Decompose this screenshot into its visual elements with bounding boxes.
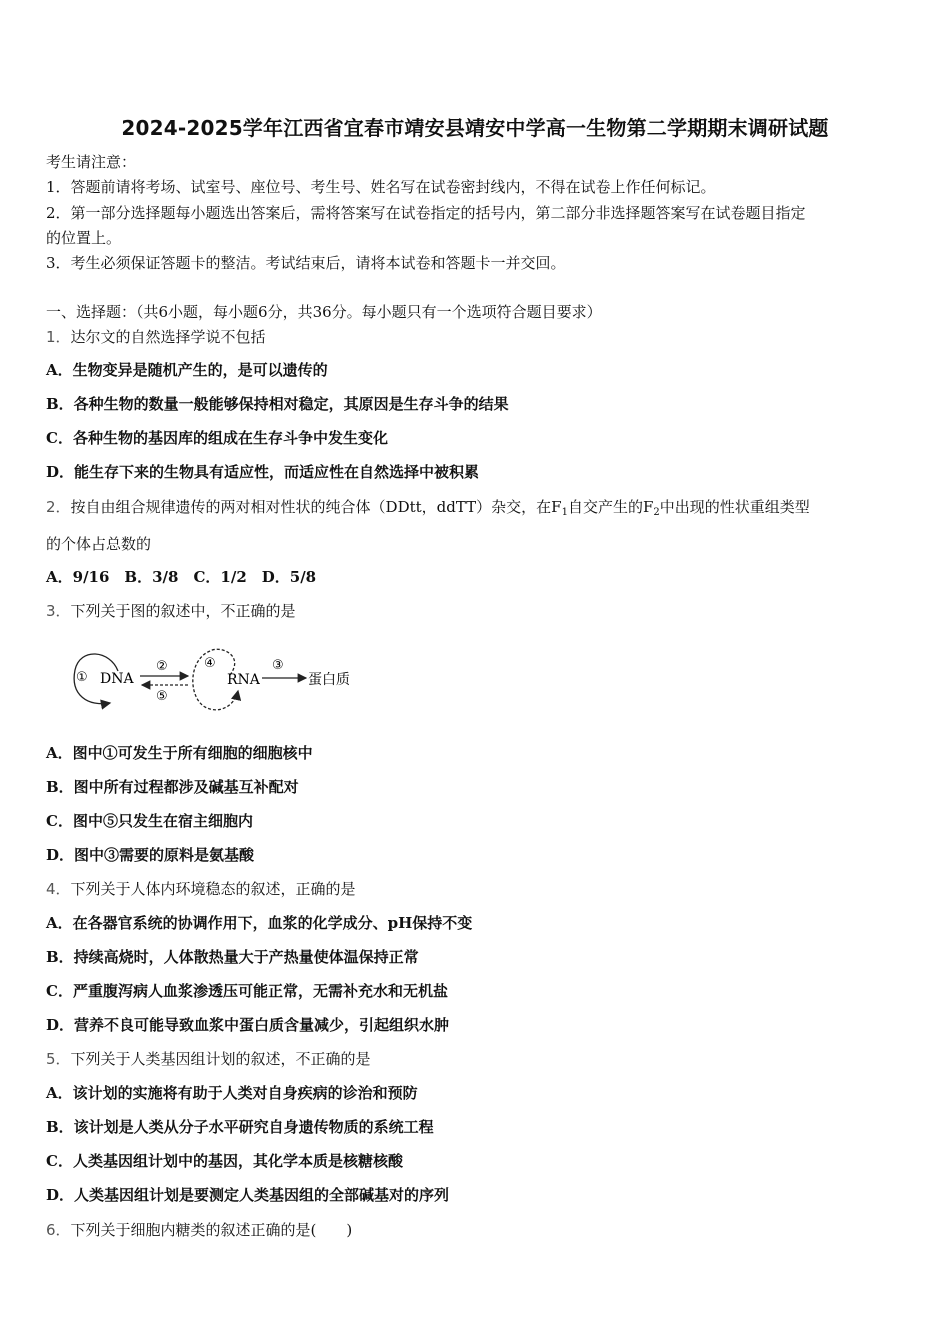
question-1 — [46, 327, 906, 347]
q1-option-b: B．各种生物的数量一般能够保持相对稳定，其原因是生存斗争的结果 — [46, 395, 509, 413]
notice-item-2-cont: 的位置上。 — [46, 229, 122, 247]
question-2-cont: 的个体占总数的 — [46, 535, 152, 553]
rna-label: RNA — [227, 672, 260, 688]
question-number: 6． — [46, 1221, 71, 1239]
q2-options: A．9/16 B．3/8 C．1/2 D．5/8 — [46, 568, 317, 586]
question-stem-part: 自交产生的F — [567, 498, 654, 516]
page-title: 2024-2025学年江西省宜春市靖安县靖安中学高一生物第二学期期末调研试题 — [121, 116, 829, 140]
label-circle-2: ② — [156, 659, 168, 674]
question-stem: 下列关于细胞内糖类的叙述正确的是( ) — [70, 1221, 353, 1239]
q4-option-a: A．在各器官系统的协调作用下，血浆的化学成分、pH保持不变 — [46, 914, 473, 932]
question-5 — [46, 1049, 906, 1069]
q3-option-a: A．图中①可发生于所有细胞的细胞核中 — [46, 744, 313, 762]
label-circle-5: ⑤ — [156, 689, 168, 704]
q1-option-d: D．能生存下来的生物具有适应性，而适应性在自然选择中被积累 — [46, 463, 480, 481]
notice-item-1: 1．答题前请将考场、试室号、座位号、考生号、姓名写在试卷密封线内，不得在试卷上作任何标记。 — [46, 178, 716, 196]
q4-option-c: C．严重腹泻病人血浆渗透压可能正常，无需补充水和无机盐 — [46, 982, 448, 1000]
q3-option-c: C．图中⑤只发生在宿主细胞内 — [46, 812, 253, 830]
q5-option-b: B．该计划是人类从分子水平研究自身遗传物质的系统工程 — [46, 1118, 434, 1136]
question-6 — [46, 1220, 906, 1240]
subscript: 2 — [653, 507, 660, 518]
question-number: 4． — [46, 880, 71, 898]
q4-option-b: B．持续高烧时，人体散热量大于产热量使体温保持正常 — [46, 948, 419, 966]
label-circle-3: ③ — [272, 658, 284, 673]
label-circle-1: ① — [76, 670, 88, 685]
question-4 — [46, 879, 906, 899]
protein-label: 蛋白质 — [308, 672, 350, 688]
section-heading: 一、选择题：（共6小题，每小题6分，共36分。每小题只有一个选项符合题目要求） — [46, 303, 602, 321]
q5-option-a: A．该计划的实施将有助于人类对自身疾病的诊治和预防 — [46, 1084, 418, 1102]
notice-item-3: 3．考生必须保证答题卡的整洁。考试结束后，请将本试卷和答题卡一并交回。 — [46, 254, 566, 272]
question-stem: 达尔文的自然选择学说不包括 — [70, 328, 266, 346]
q5-option-d: D．人类基因组计划是要测定人类基因组的全部碱基对的序列 — [46, 1186, 450, 1204]
question-number: 2． — [46, 498, 71, 516]
question-2 — [46, 497, 906, 523]
q5-option-c: C．人类基因组计划中的基因，其化学本质是核糖核酸 — [46, 1152, 403, 1170]
central-dogma-diagram — [70, 645, 370, 717]
label-circle-4: ④ — [204, 656, 216, 671]
question-3 — [46, 601, 906, 621]
notice-item-2: 2．第一部分选择题每小题选出答案后，需将答案写在试卷指定的括号内，第二部分非选择题答案写在试卷题目指定 — [46, 204, 806, 222]
dna-label: DNA — [100, 671, 134, 687]
question-number: 1． — [46, 328, 71, 346]
q4-option-d: D．营养不良可能导致血浆中蛋白质含量减少，引起组织水肿 — [46, 1016, 450, 1034]
question-stem: 下列关于人类基因组计划的叙述，不正确的是 — [70, 1050, 371, 1068]
question-stem: 下列关于图的叙述中，不正确的是 — [70, 602, 296, 620]
question-stem-part: 按自由组合规律遗传的两对相对性状的纯合体（DDtt，ddTT）杂交，在F — [70, 498, 562, 516]
question-number: 5． — [46, 1050, 71, 1068]
subscript: 1 — [561, 507, 568, 518]
question-stem-part: 中出现的性状重组类型 — [659, 498, 810, 516]
q1-option-c: C．各种生物的基因库的组成在生存斗争中发生变化 — [46, 429, 388, 447]
question-stem: 下列关于人体内环境稳态的叙述，正确的是 — [70, 880, 356, 898]
q3-option-b: B．图中所有过程都涉及碱基互补配对 — [46, 778, 299, 796]
q3-option-d: D．图中③需要的原料是氨基酸 — [46, 846, 255, 864]
question-number: 3． — [46, 602, 71, 620]
q1-option-a: A．生物变异是随机产生的，是可以遗传的 — [46, 361, 328, 379]
notice-heading: 考生请注意： — [46, 153, 137, 171]
